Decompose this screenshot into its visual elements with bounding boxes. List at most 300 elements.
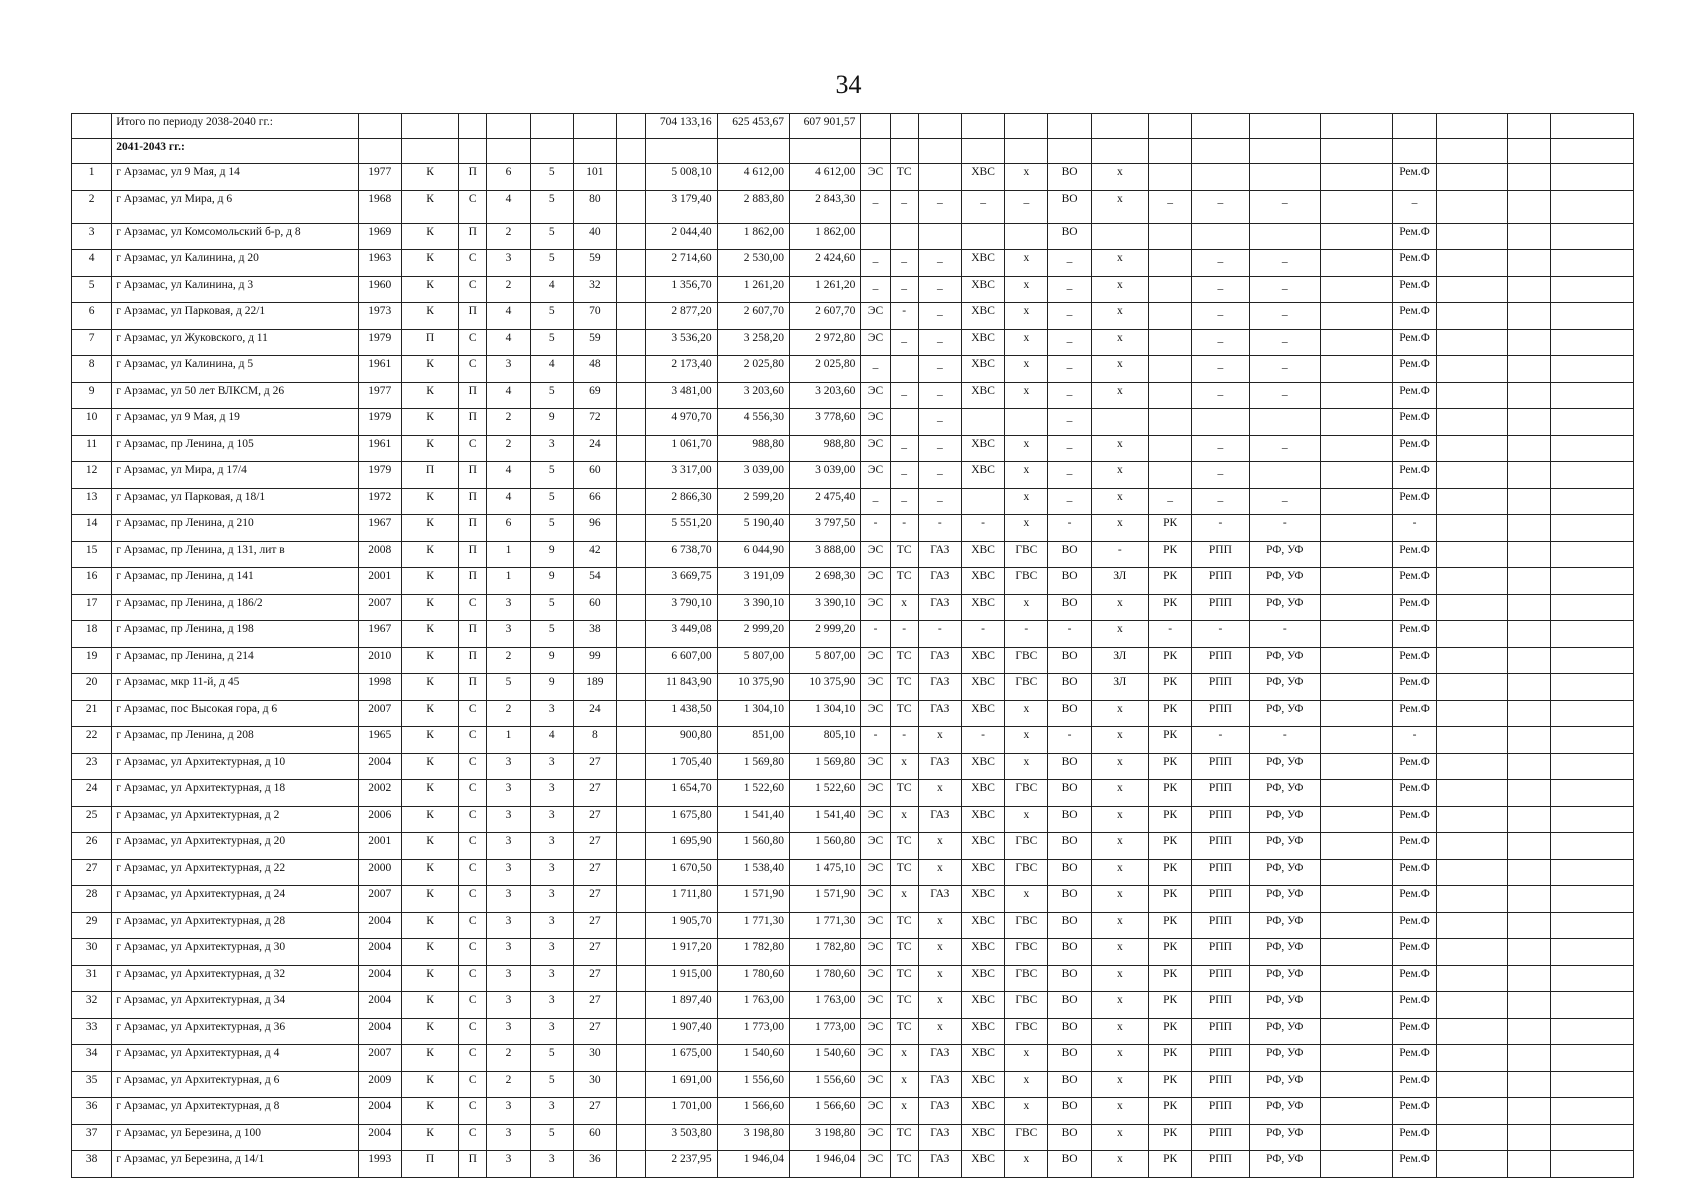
table-cell: ГВС <box>1005 965 1048 992</box>
table-cell: 3 778,60 <box>790 409 861 436</box>
table-cell: 3 669,75 <box>646 568 717 595</box>
table-cell: ВО <box>1048 859 1091 886</box>
table-cell <box>617 250 646 277</box>
table-cell: ГАЗ <box>918 806 961 833</box>
address-cell: г Арзамас, ул Архитектурная, д 18 <box>112 780 358 807</box>
table-cell: 1 569,80 <box>717 753 789 780</box>
table-cell <box>1249 409 1320 436</box>
table-cell: 1 304,10 <box>717 700 789 727</box>
table-cell: 2004 <box>358 939 401 966</box>
address-cell: г Арзамас, ул Архитектурная, д 20 <box>112 833 358 860</box>
table-cell: РПП <box>1192 912 1249 939</box>
table-cell <box>617 965 646 992</box>
table-cell: ХВС <box>961 541 1004 568</box>
table-row <box>72 276 1634 303</box>
table-cell <box>1192 409 1249 436</box>
table-cell <box>1436 806 1507 833</box>
table-cell <box>1320 806 1392 833</box>
table-cell: 1960 <box>358 276 401 303</box>
summary-value-1: 704 133,16 <box>646 114 717 139</box>
table-cell: 3 <box>487 833 530 860</box>
table-cell: ТС <box>890 912 918 939</box>
table-cell <box>1508 329 1551 356</box>
table-cell: х <box>1005 700 1048 727</box>
table-cell: х <box>890 1045 918 1072</box>
table-cell: 2007 <box>358 594 401 621</box>
table-cell: 2 044,40 <box>646 223 717 250</box>
table-cell: ВО <box>1048 833 1091 860</box>
table-cell: РФ, УФ <box>1249 1045 1320 1072</box>
table-row <box>72 250 1634 277</box>
table-cell: х <box>1091 462 1148 489</box>
table-cell: С <box>459 780 487 807</box>
table-cell: 96 <box>573 515 616 542</box>
table-cell <box>1436 409 1507 436</box>
table-cell: К <box>401 568 458 595</box>
table-cell <box>1320 223 1392 250</box>
table-cell <box>1436 356 1507 383</box>
table-cell: РПП <box>1192 568 1249 595</box>
table-cell <box>1508 753 1551 780</box>
table-cell: х <box>1091 939 1148 966</box>
table-cell: ВО <box>1048 190 1091 223</box>
table-cell <box>1508 568 1551 595</box>
table-cell: РФ, УФ <box>1249 859 1320 886</box>
table-cell: 3 390,10 <box>790 594 861 621</box>
table-cell <box>1320 1071 1392 1098</box>
row-number: 27 <box>72 859 112 886</box>
table-cell: 1961 <box>358 356 401 383</box>
table-cell <box>1508 647 1551 674</box>
row-number: 11 <box>72 435 112 462</box>
table-cell: 1 771,30 <box>790 912 861 939</box>
table-cell: С <box>459 939 487 966</box>
table-cell: К <box>401 488 458 515</box>
table-cell <box>617 1124 646 1151</box>
table-cell: 5 <box>530 303 573 330</box>
table-cell: К <box>401 164 458 191</box>
table-cell: 2001 <box>358 568 401 595</box>
table-cell <box>1320 1151 1392 1178</box>
table-cell: РК <box>1149 833 1192 860</box>
table-cell: 60 <box>573 462 616 489</box>
table-cell: - <box>1048 727 1091 754</box>
table-cell: 2 <box>487 1071 530 1098</box>
table-cell: К <box>401 833 458 860</box>
table-cell: ЭС <box>861 1098 890 1125</box>
table-cell: 1972 <box>358 488 401 515</box>
table-cell: Рем.Ф <box>1393 992 1436 1019</box>
table-cell: 1961 <box>358 435 401 462</box>
table-cell: ХВС <box>961 700 1004 727</box>
row-number: 7 <box>72 329 112 356</box>
table-cell: х <box>1091 1098 1148 1125</box>
table-cell: _ <box>890 329 918 356</box>
table-cell: РК <box>1149 965 1192 992</box>
table-cell <box>1551 409 1634 436</box>
table-cell <box>1551 1045 1634 1072</box>
table-cell: С <box>459 1071 487 1098</box>
table-cell: ГАЗ <box>918 1071 961 1098</box>
table-cell: РФ, УФ <box>1249 541 1320 568</box>
table-cell: ВО <box>1048 1151 1091 1178</box>
row-number: 28 <box>72 886 112 913</box>
housing-table-wrapper <box>71 113 1634 1178</box>
table-cell: 1 540,60 <box>717 1045 789 1072</box>
table-cell <box>1551 541 1634 568</box>
table-cell <box>617 700 646 727</box>
table-row <box>72 1071 1634 1098</box>
table-cell <box>1551 1151 1634 1178</box>
row-number: 19 <box>72 647 112 674</box>
table-cell <box>1320 912 1392 939</box>
table-cell: _ <box>1048 462 1091 489</box>
table-cell: 3 <box>530 939 573 966</box>
table-cell: х <box>890 886 918 913</box>
table-cell <box>918 164 961 191</box>
table-cell: Рем.Ф <box>1393 621 1436 648</box>
table-cell: х <box>1005 1098 1048 1125</box>
table-cell: 3 <box>487 356 530 383</box>
table-cell <box>1551 965 1634 992</box>
table-cell <box>1436 488 1507 515</box>
table-cell <box>1551 1124 1634 1151</box>
table-cell <box>617 223 646 250</box>
table-cell: 1998 <box>358 674 401 701</box>
table-cell: Рем.Ф <box>1393 912 1436 939</box>
table-cell <box>1320 303 1392 330</box>
table-cell: 3 <box>487 780 530 807</box>
table-cell: 40 <box>573 223 616 250</box>
table-cell <box>1551 621 1634 648</box>
table-cell: С <box>459 727 487 754</box>
table-cell: П <box>401 1151 458 1178</box>
table-cell: 3 <box>487 621 530 648</box>
table-cell: ХВС <box>961 1045 1004 1072</box>
table-cell: К <box>401 409 458 436</box>
table-cell <box>1436 303 1507 330</box>
table-cell: ГВС <box>1005 780 1048 807</box>
row-number: 31 <box>72 965 112 992</box>
table-cell <box>617 727 646 754</box>
table-cell: П <box>459 223 487 250</box>
table-cell: х <box>918 859 961 886</box>
table-cell: ЭС <box>861 1151 890 1178</box>
table-cell: 2009 <box>358 1071 401 1098</box>
table-cell: ХВС <box>961 1151 1004 1178</box>
table-cell <box>617 515 646 542</box>
address-cell: г Арзамас, пр Ленина, д 198 <box>112 621 358 648</box>
table-cell <box>1149 409 1192 436</box>
table-cell: Рем.Ф <box>1393 780 1436 807</box>
table-cell: РПП <box>1192 806 1249 833</box>
table-cell <box>1508 965 1551 992</box>
table-cell: х <box>1091 780 1148 807</box>
table-cell: К <box>401 992 458 1019</box>
table-cell: - <box>890 303 918 330</box>
table-cell: 3 <box>487 1124 530 1151</box>
table-cell: 3 179,40 <box>646 190 717 223</box>
table-cell: х <box>1091 621 1148 648</box>
table-cell: 5 <box>530 329 573 356</box>
table-cell: 1968 <box>358 190 401 223</box>
table-cell: _ <box>1192 435 1249 462</box>
table-cell: ГВС <box>1005 568 1048 595</box>
table-cell <box>1436 700 1507 727</box>
table-cell: РФ, УФ <box>1249 912 1320 939</box>
period-header-row <box>72 139 1634 164</box>
table-cell: 6 <box>487 164 530 191</box>
table-cell: РПП <box>1192 700 1249 727</box>
table-row <box>72 674 1634 701</box>
table-cell: РК <box>1149 700 1192 727</box>
table-cell <box>1551 753 1634 780</box>
address-cell: г Арзамас, пр Ленина, д 210 <box>112 515 358 542</box>
table-cell <box>1149 435 1192 462</box>
table-cell: _ <box>1249 329 1320 356</box>
address-cell: г Арзамас, ул Комсомольский б-р, д 8 <box>112 223 358 250</box>
table-cell: х <box>1091 594 1148 621</box>
address-cell: г Арзамас, ул Жуковского, д 11 <box>112 329 358 356</box>
table-cell: РК <box>1149 515 1192 542</box>
table-cell: С <box>459 356 487 383</box>
table-cell: ЭС <box>861 859 890 886</box>
table-cell <box>1551 356 1634 383</box>
table-cell: _ <box>1192 276 1249 303</box>
table-cell: 3 039,00 <box>790 462 861 489</box>
table-cell <box>1436 939 1507 966</box>
table-cell: 3 <box>487 965 530 992</box>
table-cell <box>1551 886 1634 913</box>
table-cell: Рем.Ф <box>1393 164 1436 191</box>
table-cell: ЭС <box>861 886 890 913</box>
table-cell <box>1149 329 1192 356</box>
table-cell <box>1149 164 1192 191</box>
table-cell: 1 773,00 <box>717 1018 789 1045</box>
table-cell: 1 905,70 <box>646 912 717 939</box>
table-cell: 1 522,60 <box>790 780 861 807</box>
table-cell <box>1551 833 1634 860</box>
table-cell <box>1508 912 1551 939</box>
table-cell: _ <box>1192 250 1249 277</box>
table-cell <box>1508 164 1551 191</box>
table-cell: РК <box>1149 859 1192 886</box>
table-cell: 1 780,60 <box>717 965 789 992</box>
table-cell: 2001 <box>358 833 401 860</box>
table-cell <box>1320 462 1392 489</box>
table-cell: 3 <box>487 886 530 913</box>
table-cell: 3 <box>530 992 573 1019</box>
table-cell: 9 <box>530 674 573 701</box>
table-cell: ВО <box>1048 753 1091 780</box>
table-cell: _ <box>861 190 890 223</box>
table-cell <box>617 753 646 780</box>
table-cell: х <box>1091 1045 1148 1072</box>
table-row <box>72 939 1634 966</box>
table-cell: ЭС <box>861 462 890 489</box>
table-cell: 59 <box>573 250 616 277</box>
table-cell: 3 191,09 <box>717 568 789 595</box>
table-cell: РФ, УФ <box>1249 753 1320 780</box>
table-cell <box>1508 382 1551 409</box>
table-cell: 3 <box>487 992 530 1019</box>
table-cell: х <box>1091 1124 1148 1151</box>
table-cell <box>1508 806 1551 833</box>
table-cell: РК <box>1149 674 1192 701</box>
address-cell: г Арзамас, ул Архитектурная, д 8 <box>112 1098 358 1125</box>
address-cell: г Арзамас, ул Архитектурная, д 24 <box>112 886 358 913</box>
table-cell <box>1436 541 1507 568</box>
table-cell: Рем.Ф <box>1393 1098 1436 1125</box>
table-cell: РПП <box>1192 1018 1249 1045</box>
table-cell <box>617 992 646 1019</box>
table-cell: 3 <box>530 753 573 780</box>
table-cell: ЭС <box>861 674 890 701</box>
address-cell: г Арзамас, ул Мира, д 17/4 <box>112 462 358 489</box>
table-cell: Рем.Ф <box>1393 806 1436 833</box>
table-cell: ГАЗ <box>918 674 961 701</box>
table-cell: РФ, УФ <box>1249 1071 1320 1098</box>
table-cell <box>1551 329 1634 356</box>
table-cell: РПП <box>1192 833 1249 860</box>
table-cell <box>1508 992 1551 1019</box>
table-cell: РК <box>1149 541 1192 568</box>
address-cell: г Арзамас, ул 9 Мая, д 19 <box>112 409 358 436</box>
row-number: 24 <box>72 780 112 807</box>
summary-value-3: 607 901,57 <box>790 114 861 139</box>
table-cell <box>1149 303 1192 330</box>
address-cell: г Арзамас, ул Архитектурная, д 32 <box>112 965 358 992</box>
table-cell: ЭС <box>861 541 890 568</box>
table-cell: 1 540,60 <box>790 1045 861 1072</box>
table-cell <box>1320 992 1392 1019</box>
table-cell: _ <box>1005 190 1048 223</box>
table-cell: 3 258,20 <box>717 329 789 356</box>
table-cell: Рем.Ф <box>1393 833 1436 860</box>
table-cell: 5 551,20 <box>646 515 717 542</box>
table-cell: 1 773,00 <box>790 1018 861 1045</box>
address-cell: г Арзамас, ул Архитектурная, д 30 <box>112 939 358 966</box>
table-cell <box>1508 541 1551 568</box>
table-cell: 2 843,30 <box>790 190 861 223</box>
table-cell <box>1320 1098 1392 1125</box>
row-number: 25 <box>72 806 112 833</box>
row-number: 5 <box>72 276 112 303</box>
table-cell <box>1551 276 1634 303</box>
table-cell: ГАЗ <box>918 541 961 568</box>
table-cell: РК <box>1149 594 1192 621</box>
table-cell: ВО <box>1048 912 1091 939</box>
table-cell: 2 607,70 <box>717 303 789 330</box>
table-row <box>72 1045 1634 1072</box>
table-cell: 54 <box>573 568 616 595</box>
table-cell: 1 907,40 <box>646 1018 717 1045</box>
table-cell: 1 566,60 <box>717 1098 789 1125</box>
table-cell: С <box>459 965 487 992</box>
table-cell <box>1508 886 1551 913</box>
table-cell <box>1320 859 1392 886</box>
table-cell: 1 670,50 <box>646 859 717 886</box>
table-cell <box>1508 303 1551 330</box>
table-cell <box>1436 276 1507 303</box>
table-cell: РК <box>1149 647 1192 674</box>
table-cell: К <box>401 1071 458 1098</box>
table-row <box>72 912 1634 939</box>
table-cell <box>1436 329 1507 356</box>
table-cell: х <box>890 753 918 780</box>
table-cell: ЭС <box>861 939 890 966</box>
table-row <box>72 435 1634 462</box>
table-cell <box>1249 223 1320 250</box>
table-cell: П <box>459 303 487 330</box>
table-cell: х <box>1091 435 1148 462</box>
table-cell: - <box>1393 515 1436 542</box>
table-cell <box>617 806 646 833</box>
address-cell: г Арзамас, ул Мира, д 6 <box>112 190 358 223</box>
table-cell <box>1436 912 1507 939</box>
table-cell: ГВС <box>1005 912 1048 939</box>
table-cell: К <box>401 859 458 886</box>
table-cell: Рем.Ф <box>1393 939 1436 966</box>
table-cell <box>617 303 646 330</box>
table-cell: 66 <box>573 488 616 515</box>
table-cell: РФ, УФ <box>1249 886 1320 913</box>
row-number: 13 <box>72 488 112 515</box>
table-cell: 1 917,20 <box>646 939 717 966</box>
table-cell: ТС <box>890 541 918 568</box>
table-cell: _ <box>890 276 918 303</box>
table-cell: 3 198,80 <box>790 1124 861 1151</box>
table-cell: 1 571,90 <box>790 886 861 913</box>
table-cell <box>1091 409 1148 436</box>
row-number: 17 <box>72 594 112 621</box>
table-cell: 2004 <box>358 1098 401 1125</box>
table-cell: 27 <box>573 806 616 833</box>
table-cell: - <box>890 621 918 648</box>
table-cell: 3 536,20 <box>646 329 717 356</box>
table-cell: ЭС <box>861 164 890 191</box>
table-cell <box>1508 1124 1551 1151</box>
table-cell: РФ, УФ <box>1249 1018 1320 1045</box>
table-cell: ХВС <box>961 435 1004 462</box>
table-cell: С <box>459 859 487 886</box>
table-cell <box>1436 674 1507 701</box>
table-row <box>72 329 1634 356</box>
address-cell: г Арзамас, ул Архитектурная, д 6 <box>112 1071 358 1098</box>
table-cell: 5 807,00 <box>717 647 789 674</box>
table-cell: С <box>459 886 487 913</box>
table-cell: К <box>401 356 458 383</box>
table-cell: 5 <box>530 190 573 223</box>
table-cell: 27 <box>573 753 616 780</box>
table-cell: 3 <box>530 435 573 462</box>
table-cell: х <box>1005 1151 1048 1178</box>
table-cell: 3 039,00 <box>717 462 789 489</box>
table-cell <box>1320 250 1392 277</box>
table-cell: 2007 <box>358 700 401 727</box>
table-cell: К <box>401 753 458 780</box>
table-cell: х <box>1091 912 1148 939</box>
table-row <box>72 164 1634 191</box>
table-cell: 42 <box>573 541 616 568</box>
table-cell <box>1320 700 1392 727</box>
table-cell: 27 <box>573 939 616 966</box>
table-cell: Рем.Ф <box>1393 303 1436 330</box>
address-cell: г Арзамас, ул Парковая, д 18/1 <box>112 488 358 515</box>
table-cell: х <box>918 992 961 1019</box>
table-cell: - <box>1249 621 1320 648</box>
table-cell: 27 <box>573 992 616 1019</box>
